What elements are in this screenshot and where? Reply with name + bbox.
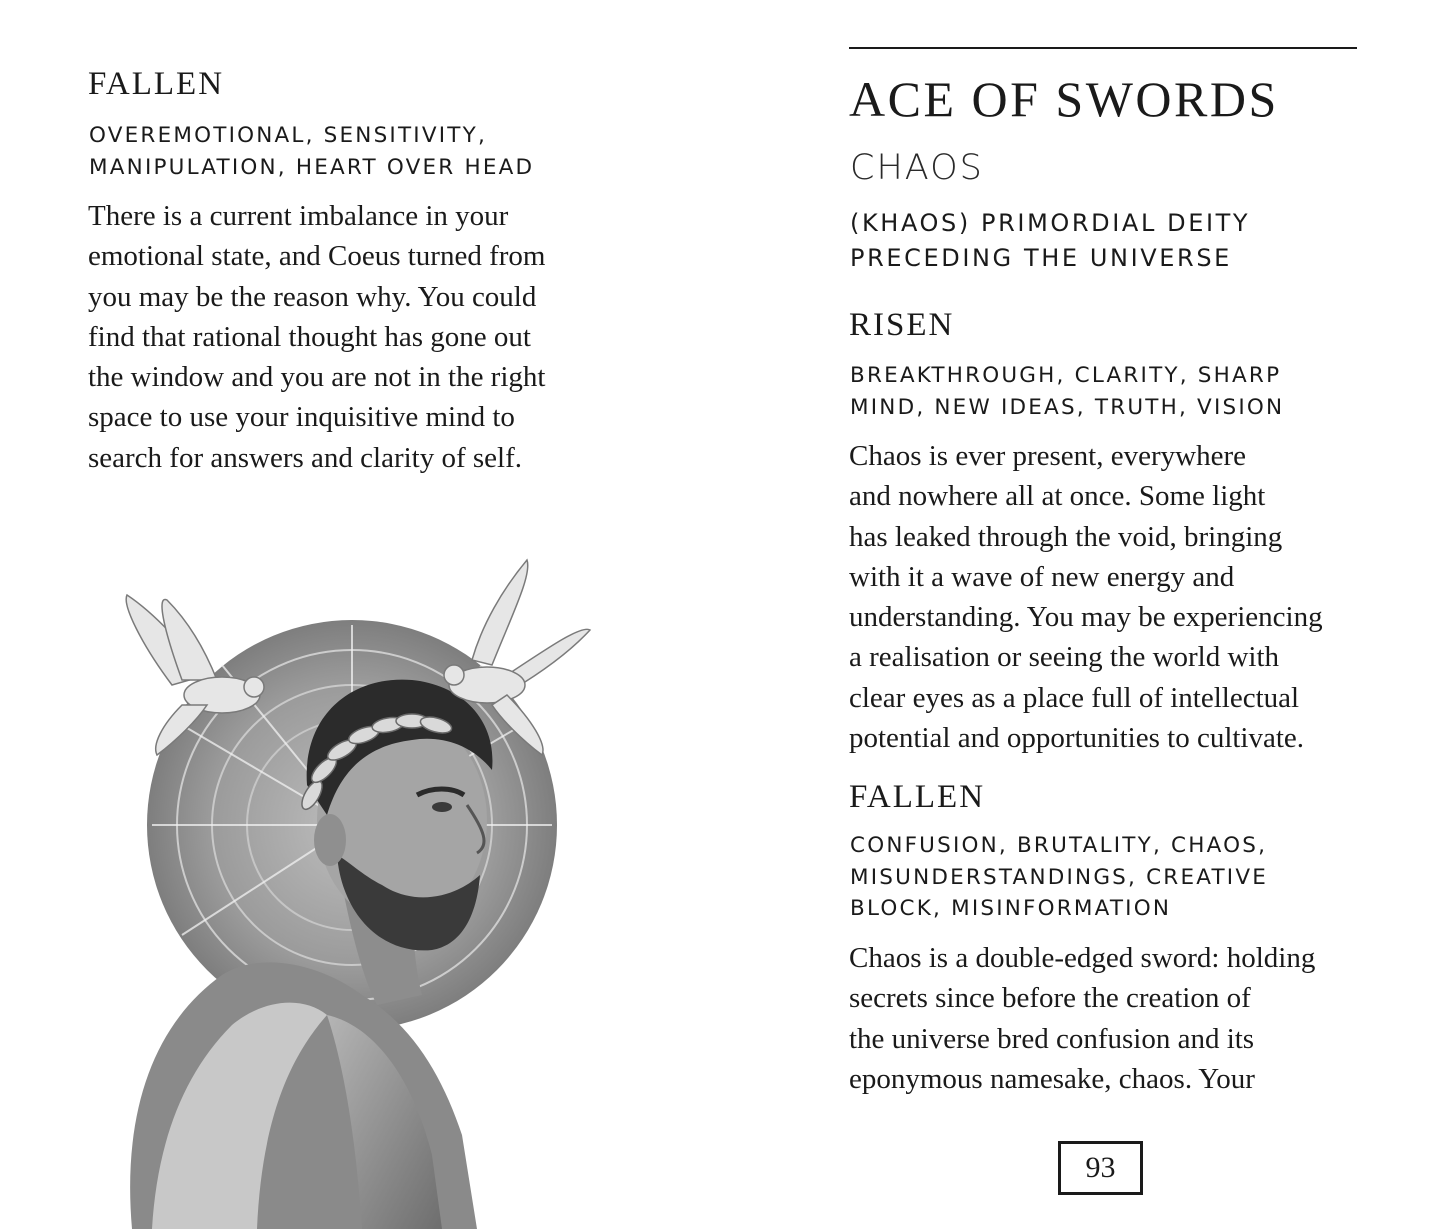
fallen-body-text: There is a current imbalance in your emotional state, and Coeus turned from you may be the reason why. You could find that rational thought has gone out the window and you are not in the right space to use your inquisitive mind to search for answers and clarity of self. [88, 200, 546, 474]
deity-description: (KHAOS) PRIMORDIAL DEITY PRECEDING THE UNIVERSE [850, 209, 1251, 272]
fallen-heading: FALLEN [88, 66, 225, 102]
page-number-box [1058, 1141, 1143, 1195]
fallen-keywords: CONFUSION, BRUTALITY, CHAOS, MISUNDERSTANDINGS, CREATIVE BLOCK, MISINFORMATION [850, 833, 1269, 921]
risen-keywords: BREAKTHROUGH, CLARITY, SHARP MIND, NEW IDEAS, TRUTH, VISION [850, 363, 1285, 420]
left-page [0, 0, 722, 1229]
card-title: ACE OF SWORDS [849, 71, 1279, 127]
right-page [722, 0, 1445, 1229]
page-number: 93 [1085, 1151, 1116, 1184]
deity-name: CHAOS [850, 148, 984, 188]
fallen-body-text: Chaos is a double-edged sword: holding secrets since before the creation of the universe bred confusion and its eponymous namesake, chaos. Your [849, 942, 1316, 1095]
laurel-crowned-figure-with-doves-icon [112, 555, 594, 1229]
fallen-keywords: OVEREMOTIONAL, SENSITIVITY, MANIPULATION, HEART OVER HEAD [89, 123, 535, 180]
top-rule [849, 47, 1357, 49]
fallen-heading: FALLEN [849, 779, 986, 815]
risen-body-text: Chaos is ever present, everywhere and nowhere all at once. Some light has leaked through the void, bringing with it a wave of new energy and understanding. You may be experiencing a realisation or seeing the world with clear eyes as a place full of intellectual potential and opportunities to cultivate. [849, 440, 1323, 755]
risen-heading: RISEN [849, 307, 955, 343]
